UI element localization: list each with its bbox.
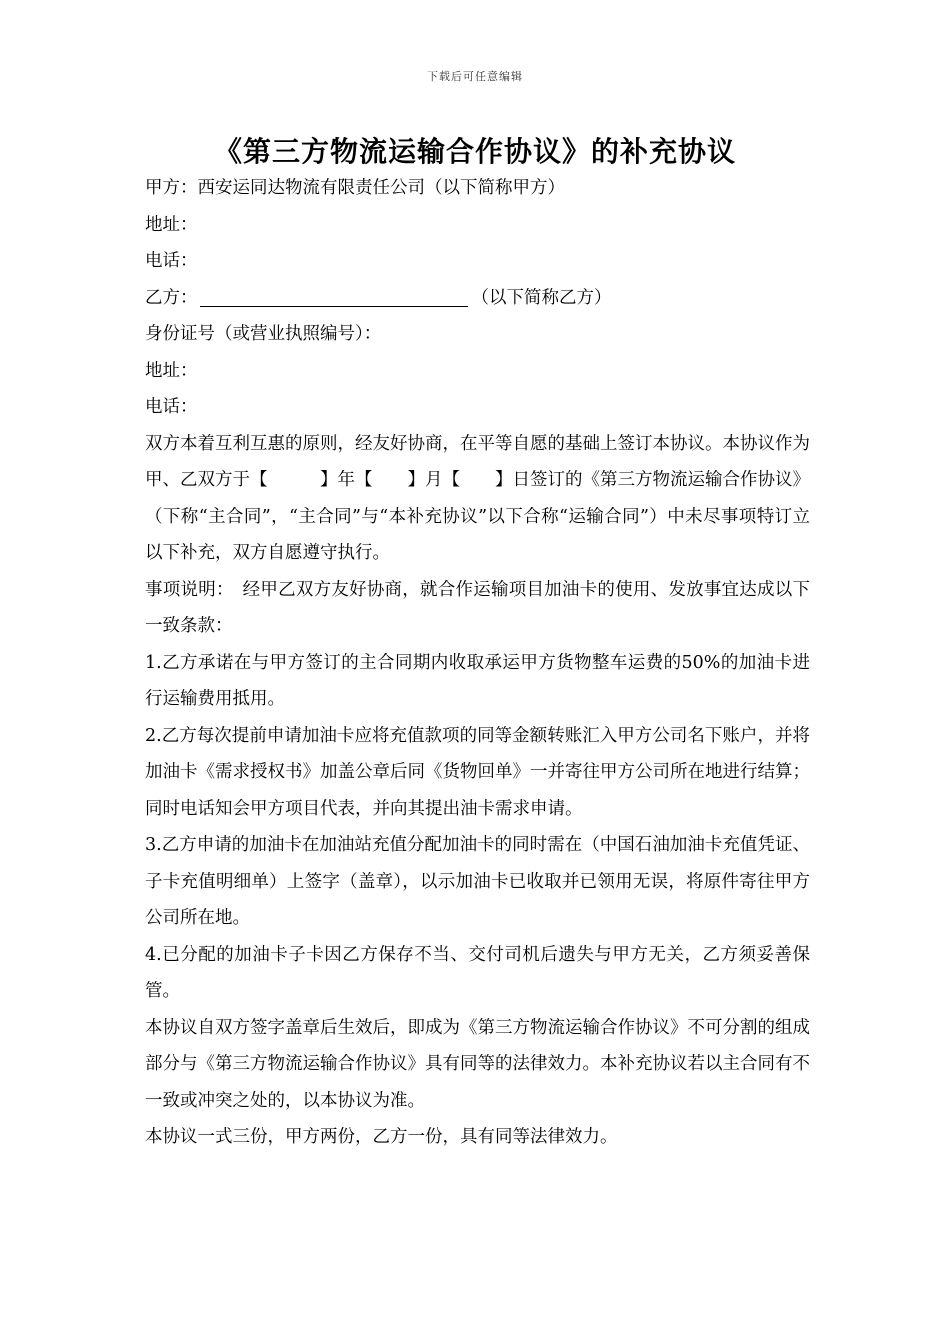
clause-4: 4.已分配的加油卡子卡因乙方保存不当、交付司机后遗失与甲方无关，乙方须妥善保管。 <box>145 944 810 1001</box>
party-b-suffix: （以下简称乙方） <box>471 287 612 308</box>
copies-paragraph: 本协议一式三份，甲方两份，乙方一份，具有同等法律效力。 <box>145 1127 618 1147</box>
party-b-address: 地址： <box>145 360 198 381</box>
party-a-address: 地址： <box>145 214 198 235</box>
party-b-line <box>145 280 810 317</box>
intro-paragraph: 双方本着互利互惠的原则，经友好协商，在平等自愿的基础上签订本协议。本协议作为甲、乙双方于【 】年【 】月【 】日签订的《第三方物流运输合作协议》（下称“主合同”，“主合同”与“本补充协议”以下合称“运输合同”）中未尽事项特订立以下补充，双方自愿遵守执行。 <box>145 433 810 563</box>
party-b-name-blank[interactable] <box>200 282 468 307</box>
document-title: 《第三方物流运输合作协议》的补充协议 <box>213 135 736 168</box>
effect-paragraph: 本协议自双方签字盖章后生效后，即成为《第三方物流运输合作协议》不可分割的组成部分与《第三方物流运输合作协议》具有同等的法律效力。本补充协议若以主合同有不一致或冲突之处的，以本协议为准。 <box>145 1017 810 1111</box>
party-b-id-number: 身份证号（或营业执照编号）： <box>145 324 382 344</box>
clause-3: 3.乙方申请的加油卡在加油站充值分配加油卡的同时需在（中国石油加油卡充值凭证、子卡充值明细单）上签字（盖章），以示加油卡已收取并已领用无误，将原件寄往甲方公司所在地。 <box>145 835 810 928</box>
clause-1: 1.乙方承诺在与甲方签订的主合同期内收取承运甲方货物整车运费的50%的加油卡进行运输费用抵用。 <box>145 652 810 709</box>
document-body <box>145 170 810 1156</box>
party-b-phone: 电话： <box>145 397 198 417</box>
party-a-phone: 电话： <box>145 251 198 271</box>
clause-2: 2.乙方每次提前申请加油卡应将充值款项的同等金额转账汇入甲方公司名下账户，并将加油卡《需求授权书》加盖公章后同《货物回单》一并寄往甲方公司所在地进行结算；同时电话知会甲方项目代表，并向其提出油卡需求申请。 <box>145 725 810 819</box>
party-b-label: 乙方： <box>145 287 198 308</box>
party-a-line: 甲方：西安运同达物流有限责任公司（以下简称甲方） <box>145 178 565 198</box>
header-note: 下载后可任意编辑 <box>427 70 523 83</box>
matter-description: 事项说明： 经甲乙双方友好协商，就合作运输项目加油卡的使用、发放事宜达成以下一致条款： <box>145 579 810 636</box>
